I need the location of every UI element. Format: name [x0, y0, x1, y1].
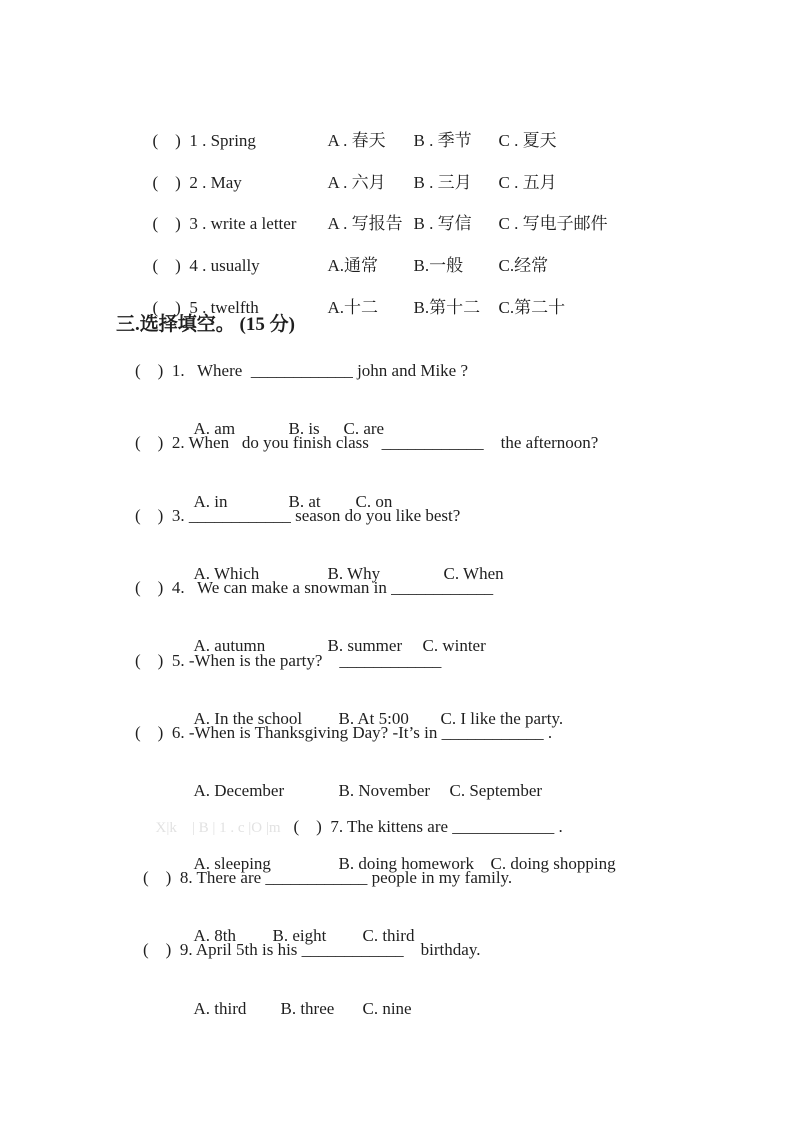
- vocab-word: ( ) 1 . Spring: [152, 131, 256, 150]
- question-prompt: ( ) 7. The kittens are ____________ .: [293, 817, 563, 836]
- question-prompt: ( ) 4. We can make a snowman in ____________: [135, 578, 494, 597]
- vocab-option-a: A . 春天: [327, 131, 386, 150]
- option-a: A. in: [193, 492, 228, 511]
- option-c: C. third: [362, 926, 415, 945]
- option-b: B. at: [288, 492, 321, 511]
- option-b: B. At 5:00: [338, 709, 409, 728]
- option-c: C. I like the party.: [440, 709, 564, 728]
- answer-row: [168, 976, 412, 1042]
- vocab-option-b: B.一般: [413, 256, 464, 275]
- option-a: A. In the school: [193, 709, 303, 728]
- vocab-option-c: C.经常: [498, 256, 549, 275]
- vocab-option-b: B . 三月: [413, 173, 472, 192]
- option-a: A. autumn: [193, 636, 266, 655]
- option-c: C. doing shopping: [490, 854, 616, 873]
- vocab-word: ( ) 5 . twelfth: [152, 298, 259, 317]
- vocab-word: ( ) 3 . write a letter: [152, 214, 297, 233]
- vocab-word: ( ) 4 . usually: [152, 256, 260, 275]
- option-a: A. sleeping: [193, 854, 271, 873]
- vocab-option-b: B . 季节: [413, 131, 472, 150]
- vocab-option-c: C . 五月: [498, 173, 557, 192]
- option-b: B. doing homework: [338, 854, 475, 873]
- option-b: B. is: [288, 419, 320, 438]
- question-prompt: ( ) 2. When do you finish class ____________ the afternoon?: [135, 433, 599, 452]
- question-prompt: ( ) 8. There are ____________ people in my family.: [143, 868, 513, 887]
- option-c: C. September: [449, 781, 543, 800]
- vocab-option-b: B.第十二: [413, 298, 481, 317]
- site-watermark: X|k | B | 1 . c |O |m: [155, 820, 281, 836]
- vocab-option-c: C . 夏天: [498, 131, 557, 150]
- option-b: B. eight: [272, 926, 327, 945]
- vocab-option-a: A . 写报告: [327, 214, 403, 233]
- section-title: 三.选择填空。 (15 分): [116, 314, 295, 335]
- option-a: A. third: [193, 999, 247, 1018]
- question-prompt: ( ) 9. April 5th is his ____________ birthday.: [143, 940, 481, 959]
- vocab-option-a: A.十二: [327, 298, 379, 317]
- vocab-option-c: C.第二十: [498, 298, 566, 317]
- vocab-option-a: A.通常: [327, 256, 379, 275]
- option-b: B. three: [280, 999, 335, 1018]
- option-a: A. am: [193, 419, 236, 438]
- question-prompt: ( ) 6. -When is Thanksgiving Day? -It’s in ____________ .: [135, 723, 553, 742]
- option-c: C. nine: [362, 999, 412, 1018]
- vocab-option-c: C . 写电子邮件: [498, 214, 608, 233]
- vocab-option-a: A . 六月: [327, 173, 386, 192]
- option-c: C. are: [343, 419, 385, 438]
- vocab-option-b: B . 写信: [413, 214, 472, 233]
- option-c: C. When: [443, 564, 504, 583]
- question-prompt: ( ) 5. -When is the party? ____________: [135, 651, 442, 670]
- option-b: B. November: [338, 781, 431, 800]
- question-prompt: ( ) 1. Where ____________ john and Mike ?: [135, 361, 469, 380]
- question-prompt: ( ) 3. ____________ season do you like best?: [135, 506, 461, 525]
- option-a: A. 8th: [193, 926, 236, 945]
- option-a: A. December: [193, 781, 285, 800]
- vocab-word: ( ) 2 . May: [152, 173, 242, 192]
- option-b: B. summer: [327, 636, 403, 655]
- option-c: C. winter: [422, 636, 486, 655]
- option-c: C. on: [355, 492, 393, 511]
- option-b: B. Why: [327, 564, 381, 583]
- option-a: A. Which: [193, 564, 260, 583]
